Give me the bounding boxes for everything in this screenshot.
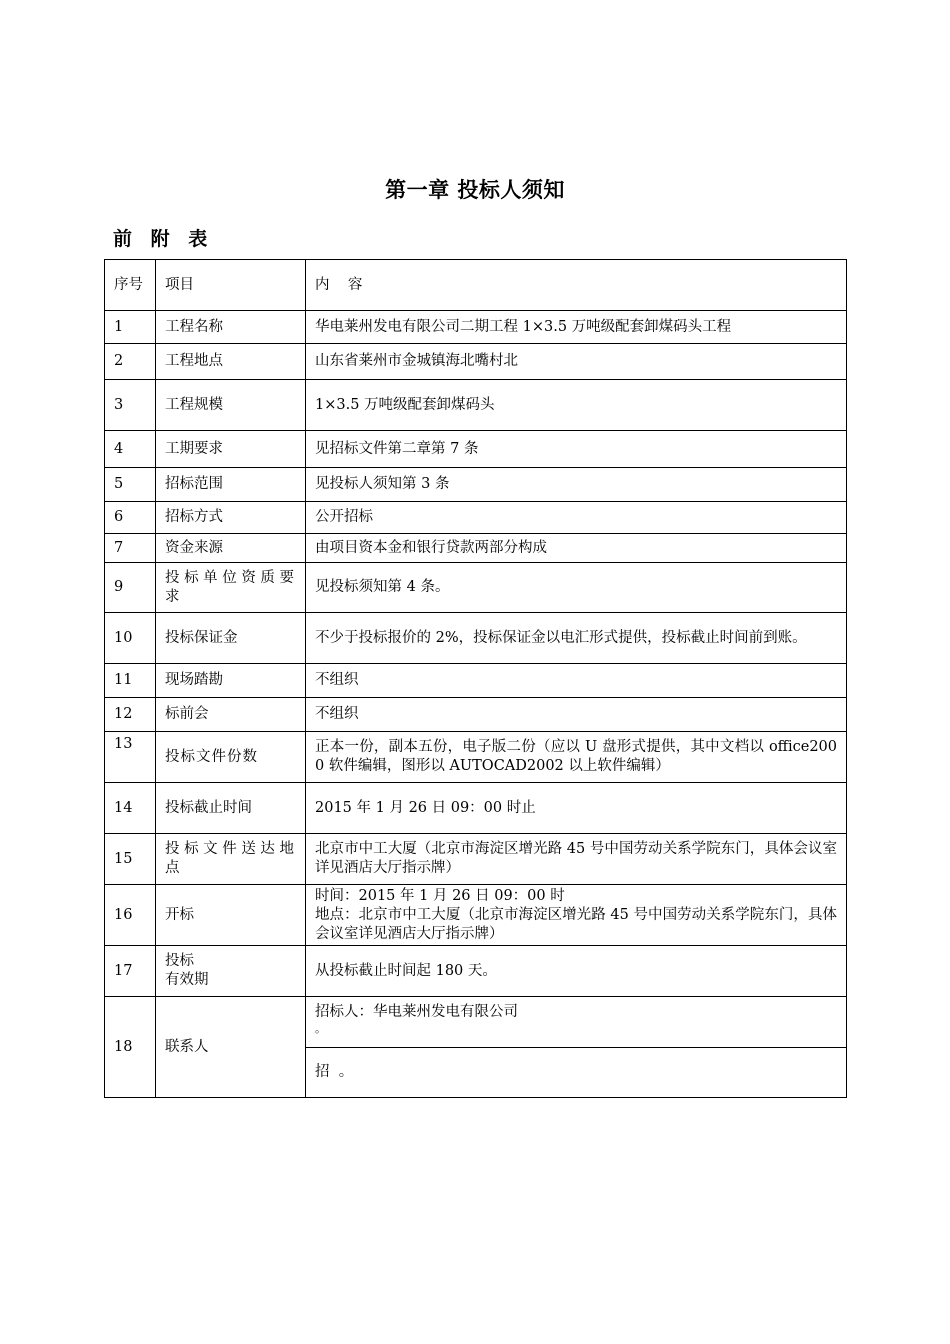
row-item: 联系人 — [156, 997, 306, 1098]
row-content — [306, 885, 847, 946]
table-row — [105, 534, 847, 563]
table-row — [105, 468, 847, 502]
row-no: 13 — [105, 732, 156, 783]
row-content: 1×3.5 万吨级配套卸煤码头 — [306, 380, 847, 431]
section-subtitle: 前 附 表 — [113, 228, 214, 250]
table-row — [105, 431, 847, 468]
contact-agent: 招 。 — [306, 1048, 847, 1098]
row-no: 14 — [105, 783, 156, 834]
row-content: 不组织 — [306, 698, 847, 732]
row-content: 见招标文件第二章第 7 条 — [306, 431, 847, 468]
row-item: 标前会 — [156, 698, 306, 732]
row-item: 资金来源 — [156, 534, 306, 563]
contact-tenderer-line2: 。 — [315, 1022, 326, 1035]
row-item: 投标截止时间 — [156, 783, 306, 834]
contact-tenderer-line1: 招标人：华电莱州发电有限公司 — [315, 1004, 518, 1020]
table-row — [105, 698, 847, 732]
row-no: 4 — [105, 431, 156, 468]
table-row — [105, 344, 847, 380]
header-item: 项目 — [156, 260, 306, 311]
row-no: 1 — [105, 311, 156, 344]
row-item — [156, 946, 306, 997]
row-item: 工程规模 — [156, 380, 306, 431]
row-item-line1: 投标 — [165, 953, 194, 969]
row-content: 见投标人须知第 3 条 — [306, 468, 847, 502]
row-item-line2: 有效期 — [165, 972, 209, 988]
table-row — [105, 502, 847, 534]
row-item: 投标保证金 — [156, 613, 306, 664]
opening-location: 地点：北京市中工大厦（北京市海淀区增光路 45 号中国劳动关系学院东门，具体会议室详见酒店大厅指示牌） — [315, 906, 837, 942]
row-item: 投标单位资质要求 — [156, 563, 306, 613]
row-no: 15 — [105, 834, 156, 885]
header-no: 序号 — [105, 260, 156, 311]
row-item: 工程名称 — [156, 311, 306, 344]
row-item: 工程地点 — [156, 344, 306, 380]
table-row — [105, 311, 847, 344]
row-item: 工期要求 — [156, 431, 306, 468]
row-content: 公开招标 — [306, 502, 847, 534]
row-item: 招标范围 — [156, 468, 306, 502]
table-header-row — [105, 260, 847, 311]
table-row — [105, 885, 847, 946]
row-item: 现场踏勘 — [156, 664, 306, 698]
header-content: 内 容 — [306, 260, 847, 311]
row-item: 投标文件份数 — [156, 732, 306, 783]
table-row — [105, 783, 847, 834]
opening-time: 时间：2015 年 1 月 26 日 09：00 时 — [315, 887, 565, 904]
row-content: 不少于投标报价的 2%，投标保证金以电汇形式提供，投标截止时间前到账。 — [306, 613, 847, 664]
table-row — [105, 380, 847, 431]
table-row — [105, 563, 847, 613]
row-content: 见投标须知第 4 条。 — [306, 563, 847, 613]
row-content: 由项目资本金和银行贷款两部分构成 — [306, 534, 847, 563]
row-no: 10 — [105, 613, 156, 664]
tender-info-table — [104, 259, 847, 1098]
row-content: 从投标截止时间起 180 天。 — [306, 946, 847, 997]
row-content: 2015 年 1 月 26 日 09：00 时止 — [306, 783, 847, 834]
table-row — [105, 664, 847, 698]
row-no: 2 — [105, 344, 156, 380]
table-row — [105, 613, 847, 664]
row-item: 投标文件送达地点 — [156, 834, 306, 885]
row-no: 6 — [105, 502, 156, 534]
row-content: 正本一份，副本五份，电子版二份（应以 U 盘形式提供，其中文档以 office2000 软件编辑，图形以 AUTOCAD2002 以上软件编辑） — [306, 732, 847, 783]
row-no: 16 — [105, 885, 156, 946]
row-no: 3 — [105, 380, 156, 431]
row-no: 18 — [105, 997, 156, 1098]
chapter-title: 第一章 投标人须知 — [385, 177, 565, 202]
row-no: 9 — [105, 563, 156, 613]
table-row — [105, 997, 847, 1048]
row-content: 北京市中工大厦（北京市海淀区增光路 45 号中国劳动关系学院东门，具体会议室详见酒店大厅指示牌） — [306, 834, 847, 885]
table-row — [105, 946, 847, 997]
contact-tenderer — [306, 997, 847, 1048]
table-row — [105, 834, 847, 885]
row-no: 12 — [105, 698, 156, 732]
row-content: 不组织 — [306, 664, 847, 698]
row-no: 7 — [105, 534, 156, 563]
row-content: 华电莱州发电有限公司二期工程 1×3.5 万吨级配套卸煤码头工程 — [306, 311, 847, 344]
row-no: 5 — [105, 468, 156, 502]
row-no: 17 — [105, 946, 156, 997]
row-item: 开标 — [156, 885, 306, 946]
row-no: 11 — [105, 664, 156, 698]
row-content: 山东省莱州市金城镇海北嘴村北 — [306, 344, 847, 380]
row-item: 招标方式 — [156, 502, 306, 534]
table-row — [105, 732, 847, 783]
